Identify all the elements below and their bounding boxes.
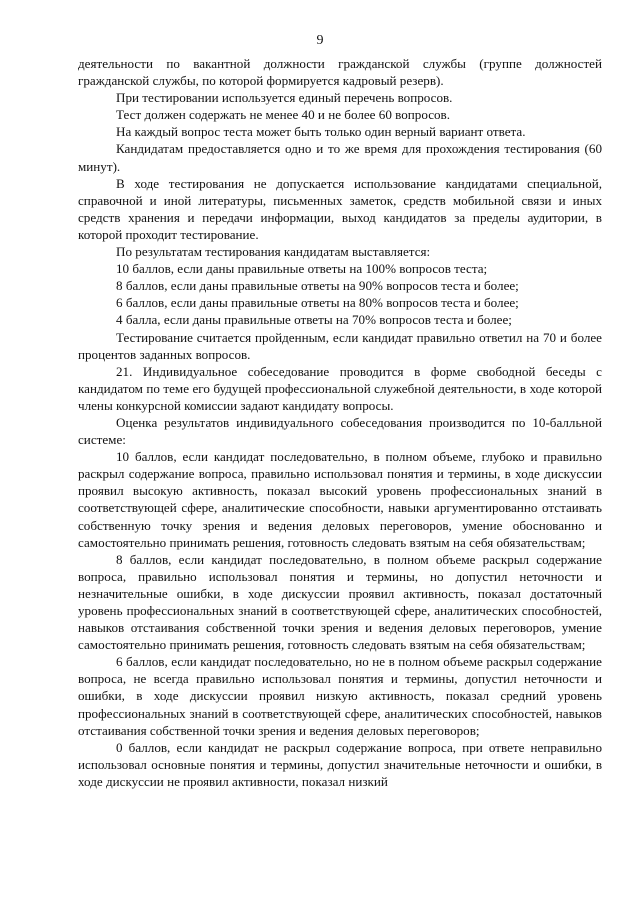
paragraph: Кандидатам предоставляется одно и то же время для прохождения тестирования (60 минут).	[78, 141, 602, 174]
document-body	[78, 55, 602, 790]
paragraph: 10 баллов, если кандидат последовательно, в полном объеме, глубоко и правильно раскрыл содержание вопроса, правильно использовал понятия и термины, в ходе дискуссии проявил высокую активность, показал высокий уровень профессиональных знаний в соответствующей сфере, аналитические способности, навыки аргументированно отстаивать собственную точку зрения и ведения деловых переговоров, умение обоснованно и самостоятельно принимать решения, готовность следовать взятым на себя обязательствам;	[78, 449, 602, 550]
paragraph: Оценка результатов индивидуального собеседования производится по 10-балльной системе:	[78, 414, 602, 448]
paragraph: 6 баллов, если кандидат последовательно, но не в полном объеме раскрыл содержание вопроса, не всегда правильно использовал понятия и термины, допустил неточности и ошибки, в ходе дискуссии проявил низкую активность, показал средний уровень профессиональных знаний в соответствующей сфере, аналитических способностей, навыков отстаивания собственной точки зрения и ведения деловых переговоров;	[78, 654, 602, 738]
paragraph: 6 баллов, если даны правильные ответы на 80% вопросов теста и более;	[116, 295, 519, 311]
paragraph: 8 баллов, если кандидат последовательно, в полном объеме раскрыл содержание вопроса, правильно использовал понятия и термины, но допустил неточности и незначительные ошибки, в ходе дискуссии проявил активность, показал достаточный уровень профессиональных знаний в соответствующей сфере, аналитических способностей, навыков отстаивания собственной точки зрения и ведения деловых переговоров, умение самостоятельно принимать решения, готовность следовать взятым на себя обязательствам;	[78, 551, 602, 653]
paragraph: 21. Индивидуальное собеседование проводится в форме свободной беседы с кандидатом по теме его будущей профессиональной служебной деятельности, в ходе которой члены конкурсной комиссии задают кандидату вопросы.	[78, 363, 602, 413]
page-number: 9	[316, 33, 324, 48]
paragraph: При тестировании используется единый перечень вопросов.	[116, 90, 453, 106]
paragraph: деятельности по вакантной должности гражданской службы (группе должностей гражданской службы, по которой формируется кадровый резерв).	[78, 56, 602, 89]
paragraph: В ходе тестирования не допускается использование кандидатами специальной, справочной и иной литературы, письменных заметок, средств мобильной связи и иных средств хранения и передачи информации, выход кандидатов за пределы аудитории, в которой проходит тестирование.	[78, 175, 602, 242]
paragraph: 8 баллов, если даны правильные ответы на 90% вопросов теста и более;	[116, 278, 519, 294]
paragraph: Тестирование считается пройденным, если кандидат правильно ответил на 70 и более процентов заданных вопросов.	[78, 329, 602, 362]
paragraph: Тест должен содержать не менее 40 и не более 60 вопросов.	[116, 107, 451, 123]
paragraph: На каждый вопрос теста может быть только один верный вариант ответа.	[116, 124, 526, 140]
paragraph: По результатам тестирования кандидатам выставляется:	[116, 244, 431, 260]
paragraph: 10 баллов, если даны правильные ответы на 100% вопросов теста;	[116, 261, 488, 277]
paragraph: 4 балла, если даны правильные ответы на 70% вопросов теста и более;	[116, 312, 512, 328]
paragraph: 0 баллов, если кандидат не раскрыл содержание вопроса, при ответе неправильно использовал основные понятия и термины, допустил значительные неточности и ошибки, в ходе дискуссии не проявил активности, показал низкий	[78, 739, 602, 789]
